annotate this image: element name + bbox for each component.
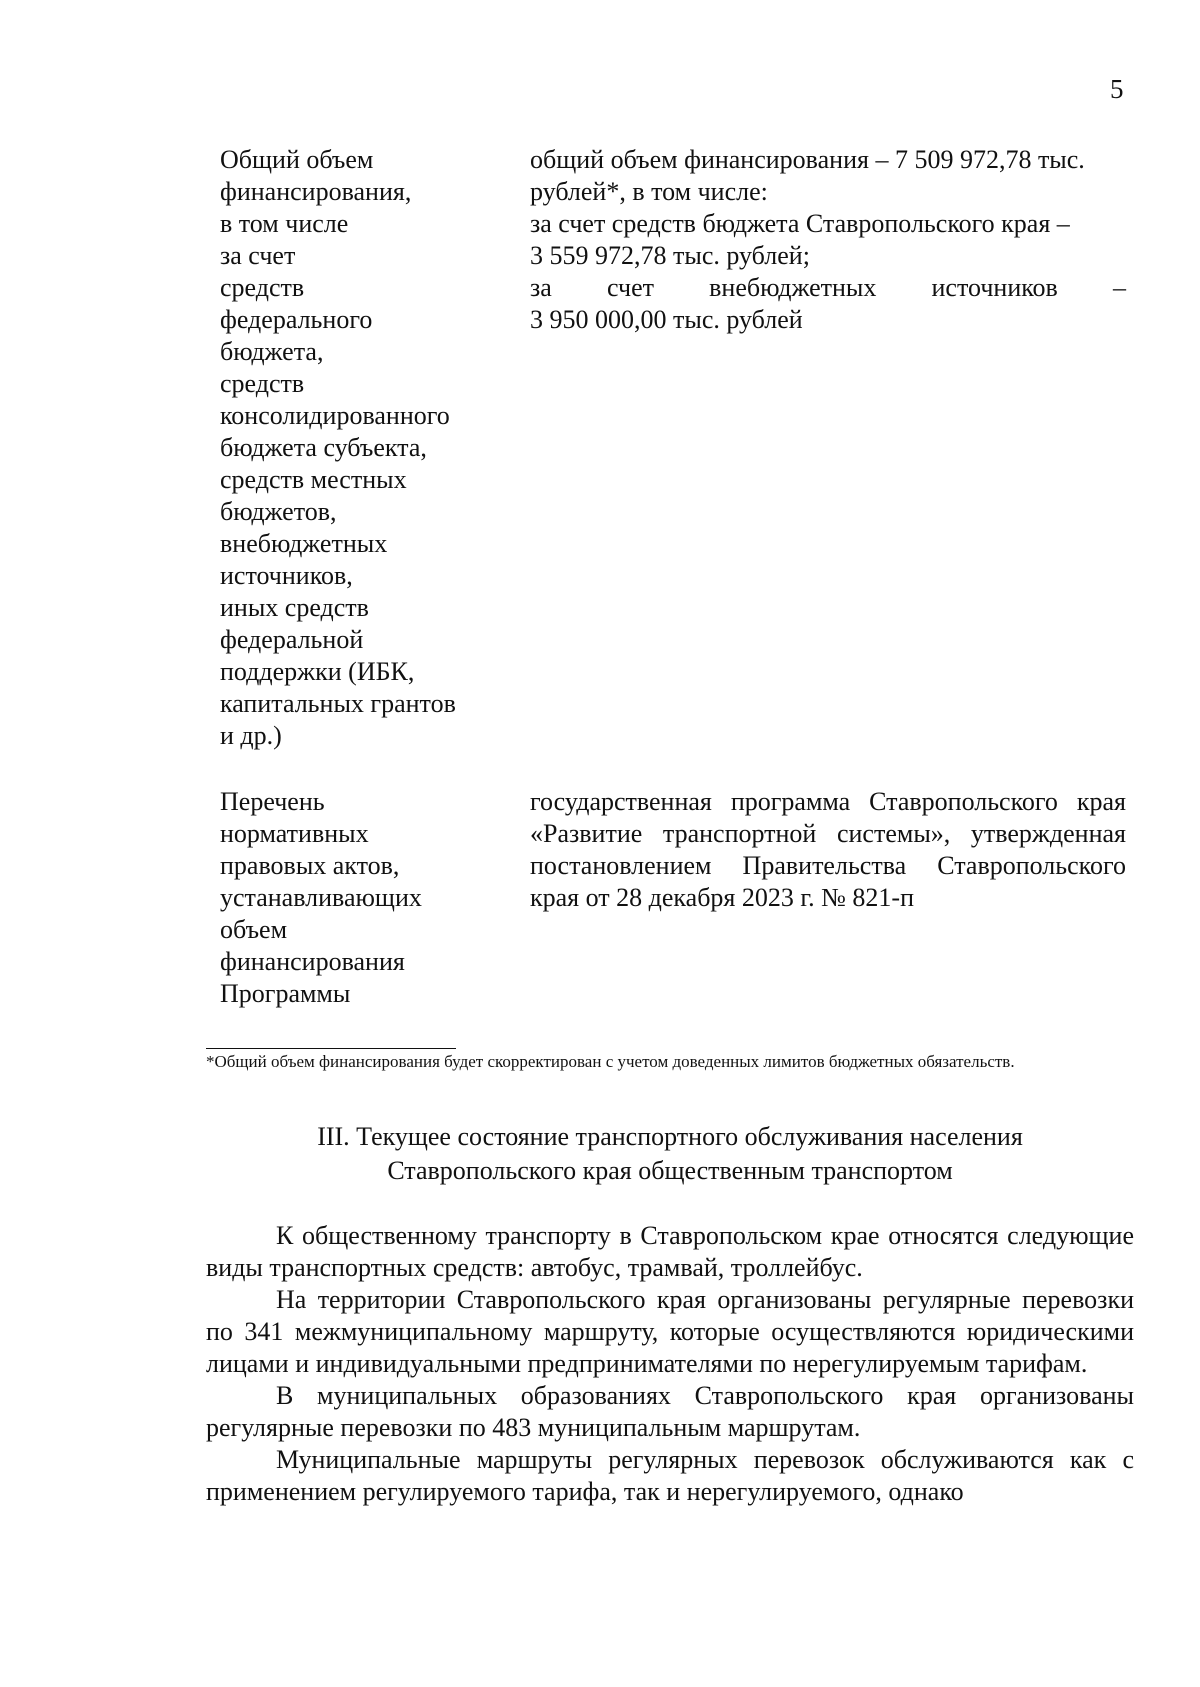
financing-line: 3 950 000,00 тыс. рублей — [530, 305, 803, 334]
paragraph: К общественному транспорту в Ставропольском крае относятся следующие виды транспортных средств: автобус, трамвай, троллейбус. — [206, 1221, 1134, 1282]
financing-line: за счет средств бюджета Ставропольского края – — [530, 209, 1070, 238]
financing-line: общий объем финансирования – 7 509 972,78 тыс. — [530, 145, 1085, 174]
financing-line: 3 559 972,78 тыс. рублей; — [530, 241, 810, 270]
section-title-line: III. Текущее состояние транспортного обслуживания населения — [317, 1122, 1023, 1151]
legal-acts-text: государственная программа Ставропольского края «Развитие транспортной системы», утвержденная постановлением Правительства Ставропольского края от 28 декабря 2023 г. № 821-п — [530, 787, 1126, 912]
footnote: *Общий объем финансирования будет скорректирован с учетом доведенных лимитов бюджетных обязательств. — [206, 1052, 1015, 1071]
financing-line: рублей*, в том числе: — [530, 177, 768, 206]
page-number: 5 — [1110, 74, 1124, 104]
paragraph: На территории Ставропольского края организованы регулярные перевозки по 341 межмуниципальному маршруту, которые осуществляются юридическими лицами и индивидуальными предпринимателями по нерегулируемым тарифам. — [206, 1285, 1134, 1378]
financing-line: за счет внебюджетных источников – — [530, 273, 1126, 302]
section-title-line: Ставропольского края общественным транспортом — [387, 1156, 953, 1185]
legal-acts-value — [530, 786, 1126, 914]
body-text — [206, 1220, 1134, 1508]
legal-acts-label: Перечень нормативных правовых актов, устанавливающих объем финансирования Программы — [220, 787, 422, 1008]
paragraph: В муниципальных образованиях Ставропольского края организованы регулярные перевозки по 483 муниципальным маршрутам. — [206, 1381, 1134, 1442]
financing-volume-label: Общий объем финансирования, в том числе за счет средств федерального бюджета, средств консолидированного бюджета субъекта, средств местных бюджетов, внебюджетных источников, иных средств федеральной поддержки (ИБК, капитальных грантов и др.) — [220, 145, 456, 750]
financing-volume-value — [530, 144, 1126, 336]
section-title — [206, 1120, 1134, 1188]
footnote-separator — [206, 1048, 456, 1049]
paragraph: Муниципальные маршруты регулярных перевозок обслуживаются как с применением регулируемого тарифа, так и нерегулируемого, однако — [206, 1445, 1134, 1506]
